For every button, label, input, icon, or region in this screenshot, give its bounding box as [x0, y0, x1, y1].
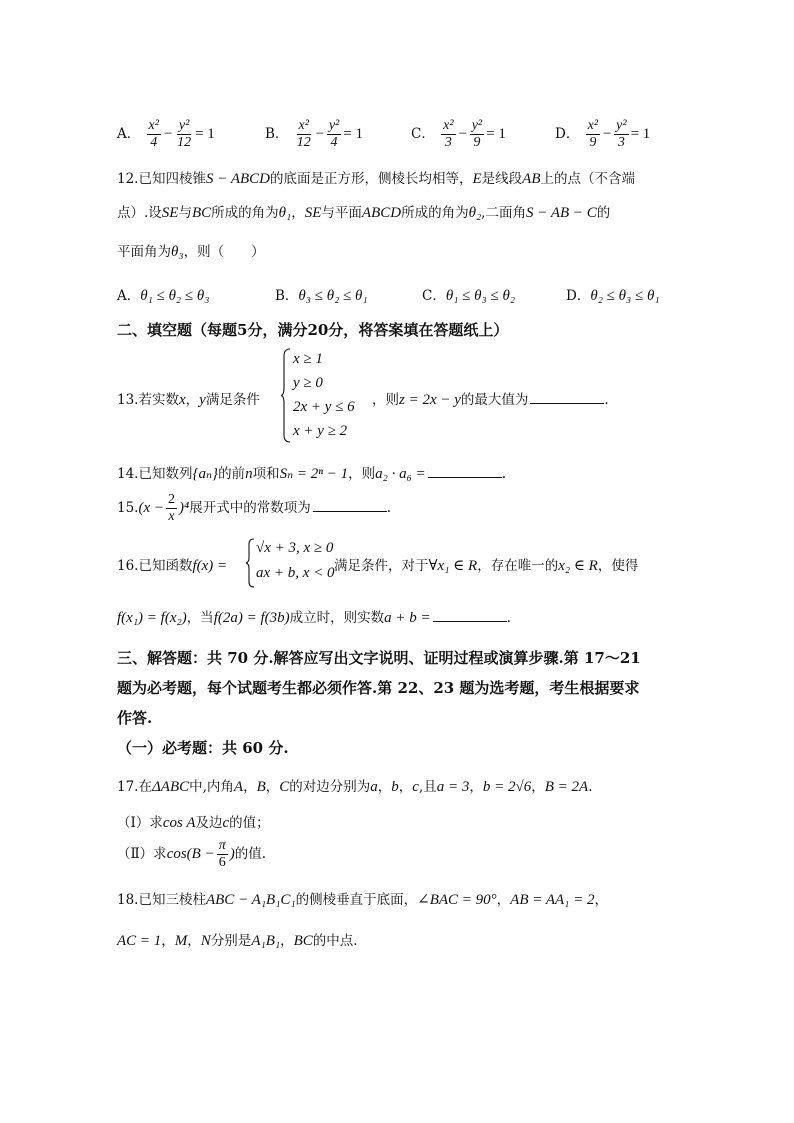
- option-label: D．: [555, 126, 580, 143]
- q17-part-2: （Ⅱ）求cos(B − $\frac{\pi}{6}$ )的值.: [117, 838, 267, 871]
- q17-part-1: （Ⅰ）求cos A及边c的值；: [117, 815, 270, 831]
- fraction: $\frac{\pi}{6}$: [218, 838, 226, 871]
- condition-3: 2x + y ≤ 6: [293, 399, 355, 415]
- minus: −: [602, 126, 613, 143]
- q12-option-a: A．θ₁ ≤ θ₂ ≤ θ₃: [117, 288, 210, 304]
- section-2-heading: 二、填空题（每题5分，满分20分，将答案填在答题纸上）: [117, 321, 509, 339]
- q12-line-3: 平面角为θ₃，则（ ）: [117, 244, 265, 260]
- q12-options: [117, 284, 677, 306]
- minus: −: [457, 126, 468, 143]
- fraction: $\frac{\text{x²}}{4}$: [148, 118, 159, 151]
- piecewise-case-1: √x + 3, x ≥ 0: [256, 540, 334, 556]
- section-3-subheading: （一）必考题：共 60 分.: [117, 739, 289, 757]
- q11-option-a: [117, 118, 215, 151]
- fraction: $\frac{\text{y²}}{3}$: [616, 118, 627, 151]
- q13: [117, 348, 677, 448]
- q16-line-1: 16.已知函数f(x) = √x + 3, x ≥ 0 ax + b, x < 0 满足条件，对于∀x₁ ∈ R，存在唯一的x₂ ∈ R，使得: [117, 538, 677, 588]
- section-3-heading-line-3: 作答.: [117, 709, 153, 727]
- q15: 15.(x − $\frac{2}{x}$ )⁴展开式中的常数项为 .: [117, 492, 392, 525]
- equation-rhs: = 1: [630, 126, 651, 143]
- q11-option-d: [555, 118, 650, 151]
- fraction: $\frac{\text{x²}}{3}$: [443, 118, 454, 151]
- equation-rhs: = 1: [343, 126, 363, 143]
- q14: 14.已知数列{aₙ}的前n项和Sₙ = 2ⁿ − 1，则a₂ · a₆ = .: [117, 462, 506, 483]
- q16-line-2: f(x₁) = f(x₂)，当f(2a) = f(3b)成立时，则实数a + b = .: [117, 606, 511, 627]
- answer-blank[interactable]: [433, 607, 507, 622]
- q18-line-1: 18.已知三棱柱ABC − A₁B₁C₁的侧棱垂直于底面，∠BAC = 90°，AB = AA₁ = 2，: [117, 892, 609, 908]
- fraction: $\frac{\text{y²}}{9}$: [471, 118, 483, 151]
- option-label: A．: [117, 126, 141, 143]
- answer-blank[interactable]: [313, 497, 387, 512]
- answer-blank[interactable]: [428, 463, 502, 478]
- condition-1: x ≥ 1: [293, 351, 323, 367]
- q18-line-2: AC = 1，M，N分别是A₁B₁，BC的中点.: [117, 933, 358, 949]
- fraction: $\frac{\text{y²}}{4}$: [328, 118, 340, 151]
- minus: −: [314, 126, 325, 143]
- q11-options: [117, 110, 677, 150]
- q13-prefix: 13.若实数x，y满足条件: [117, 392, 260, 408]
- equation-rhs: = 1: [486, 126, 506, 143]
- q12-option-c: C．θ₁ ≤ θ₃ ≤ θ₂: [422, 288, 516, 304]
- condition-2: y ≥ 0: [293, 375, 323, 391]
- q11-option-b: [265, 118, 363, 151]
- condition-4: x + y ≥ 2: [293, 423, 348, 439]
- q17: 17.在ΔABC中,内角A，B，C的对边分别为a，b，c,且a = 3，b = 2√6，B = 2A.: [117, 779, 593, 795]
- equation-rhs: = 1: [195, 126, 215, 143]
- system-conditions: [293, 348, 373, 444]
- fraction: $\frac{\text{y²}}{12}$: [177, 118, 192, 151]
- q12-line-1: 12.已知四棱锥S − ABCD的底面是正方形，侧棱长均相等，E是线段AB上的点（不含端: [117, 171, 635, 187]
- system-brace: [281, 348, 291, 443]
- fraction: $\frac{2}{x}$: [168, 492, 176, 525]
- q12-option-b: B．θ₃ ≤ θ₂ ≤ θ₁: [275, 288, 368, 304]
- answer-blank[interactable]: [530, 389, 604, 404]
- fraction: $\frac{\text{x²}}{9}$: [587, 118, 599, 151]
- q12-option-d: D．θ₂ ≤ θ₃ ≤ θ₁: [566, 288, 660, 304]
- option-label: B．: [265, 126, 289, 143]
- q12-line-2: 点）.设SE与BC所成的角为θ₁，SE与平面ABCD所成的角为θ₂,二面角S − AB − C的: [117, 205, 611, 221]
- piecewise-case-2: ax + b, x < 0: [256, 565, 335, 581]
- section-3-heading-line-1: 三、解答题：共 70 分.解答应写出文字说明、证明过程或演算步骤.第 17～21: [117, 649, 641, 667]
- minus: −: [162, 126, 174, 143]
- q13-suffix: ，则z = 2x − y的最大值为 .: [372, 388, 609, 409]
- section-3-heading-line-2: 题为必考题，每个试题考生都必须作答.第 22、23 题为选考题，考生根据要求: [117, 679, 640, 697]
- q11-option-c: [411, 118, 506, 151]
- fraction: $\frac{\text{x²}}{12}$: [296, 118, 311, 151]
- option-label: C．: [411, 126, 435, 143]
- piecewise-brace: [246, 538, 255, 592]
